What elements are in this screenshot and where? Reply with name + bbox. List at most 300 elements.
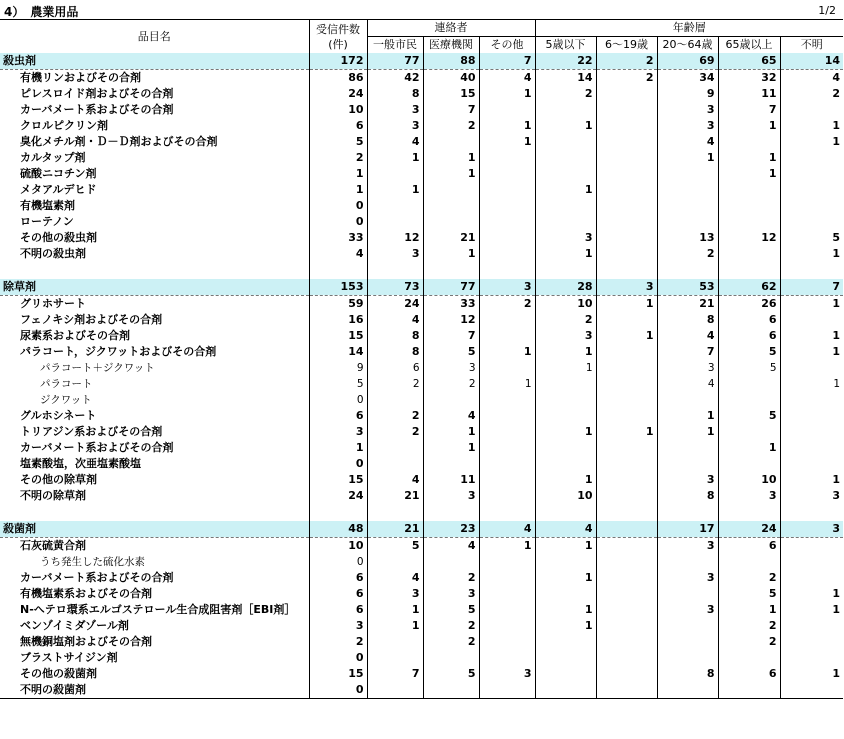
- cell-count: 9: [309, 360, 367, 376]
- cell-age-under5: 1: [535, 118, 596, 134]
- cell-age-65plus: 6: [718, 328, 780, 344]
- cell-age-unknown: [780, 102, 843, 118]
- cell-age-6-19: [596, 182, 657, 198]
- table-row: [0, 102, 843, 118]
- cell-contact-other: [479, 214, 535, 230]
- cell-age-65plus: [718, 376, 780, 392]
- cell-age-unknown: 1: [780, 602, 843, 618]
- cell-age-65plus: [718, 198, 780, 214]
- cell-contact-medical: 12: [423, 312, 479, 328]
- cell-age-20-64: [657, 214, 718, 230]
- cell-contact-public: 1: [367, 602, 423, 618]
- cell-age-65plus: 2: [718, 618, 780, 634]
- cell-age-6-19: 2: [596, 53, 657, 70]
- cell-age-6-19: [596, 344, 657, 360]
- row-label: 塩素酸塩，次亜塩素酸塩: [20, 457, 141, 470]
- cell-age-20-64: [657, 682, 718, 699]
- cell-contact-public: [367, 166, 423, 182]
- cell-contact-other: 1: [479, 344, 535, 360]
- cell-count: 5: [309, 134, 367, 150]
- cell-age-under5: [535, 554, 596, 570]
- cell-age-65plus: 6: [718, 312, 780, 328]
- row-label: 無機銅塩剤およびその合剤: [20, 635, 152, 648]
- cell-contact-medical: 4: [423, 538, 479, 555]
- cell-age-6-19: [596, 166, 657, 182]
- row-label: 除草剤: [0, 279, 309, 296]
- cell-age-65plus: 1: [718, 440, 780, 456]
- sub-item-row: [0, 376, 843, 392]
- cell-contact-medical: [423, 650, 479, 666]
- sub-item-row: [0, 554, 843, 570]
- cell-contact-other: [479, 424, 535, 440]
- cell-age-under5: 3: [535, 328, 596, 344]
- cell-contact-public: 24: [367, 296, 423, 313]
- table-row: [0, 246, 843, 262]
- cell-age-20-64: 3: [657, 472, 718, 488]
- cell-age-unknown: [780, 198, 843, 214]
- cell-contact-other: [479, 182, 535, 198]
- cell-count: 10: [309, 102, 367, 118]
- cell-age-6-19: 1: [596, 424, 657, 440]
- row-label: ピレスロイド剤およびその合剤: [20, 87, 174, 100]
- cell-age-under5: [535, 392, 596, 408]
- spacer-cell: [367, 504, 423, 521]
- cell-age-20-64: 1: [657, 408, 718, 424]
- cell-contact-medical: 3: [423, 586, 479, 602]
- cell-contact-other: [479, 554, 535, 570]
- cell-age-unknown: 5: [780, 230, 843, 246]
- cell-count: 15: [309, 472, 367, 488]
- cell-age-65plus: [718, 650, 780, 666]
- header-contact-medical: 医療機関: [423, 37, 479, 54]
- cell-contact-public: 73: [367, 279, 423, 296]
- cell-contact-medical: [423, 134, 479, 150]
- row-label: その他の殺虫剤: [20, 231, 97, 244]
- row-label: 有機リンおよびその合剤: [20, 71, 141, 84]
- table-row: [0, 86, 843, 102]
- cell-count: 0: [309, 650, 367, 666]
- cell-age-under5: 1: [535, 344, 596, 360]
- cell-age-unknown: 1: [780, 586, 843, 602]
- cell-contact-other: [479, 440, 535, 456]
- cell-count: 1: [309, 440, 367, 456]
- table-row: [0, 118, 843, 134]
- cell-count: 86: [309, 70, 367, 87]
- spacer-row: [0, 262, 843, 279]
- cell-age-6-19: [596, 570, 657, 586]
- cell-age-under5: [535, 682, 596, 699]
- cell-contact-other: [479, 198, 535, 214]
- cell-age-20-64: 2: [657, 246, 718, 262]
- cell-count: 153: [309, 279, 367, 296]
- cell-contact-public: 77: [367, 53, 423, 70]
- cell-age-unknown: [780, 166, 843, 182]
- table-row: [0, 70, 843, 87]
- cell-age-unknown: [780, 424, 843, 440]
- cell-contact-public: 4: [367, 134, 423, 150]
- cell-age-6-19: 1: [596, 296, 657, 313]
- cell-age-6-19: [596, 360, 657, 376]
- cell-count: 6: [309, 586, 367, 602]
- cell-age-6-19: 1: [596, 328, 657, 344]
- cell-contact-other: [479, 456, 535, 472]
- table-row: [0, 166, 843, 182]
- cell-age-6-19: [596, 554, 657, 570]
- cell-age-6-19: [596, 440, 657, 456]
- row-label: パラコート＋ジクワット: [40, 362, 155, 374]
- cell-age-6-19: [596, 682, 657, 699]
- cell-contact-other: [479, 360, 535, 376]
- spacer-cell: [423, 504, 479, 521]
- cell-contact-medical: 2: [423, 376, 479, 392]
- table-row: [0, 424, 843, 440]
- cell-contact-medical: [423, 682, 479, 699]
- cell-age-20-64: 1: [657, 150, 718, 166]
- cell-contact-other: [479, 618, 535, 634]
- cell-age-6-19: [596, 650, 657, 666]
- cell-count: 6: [309, 602, 367, 618]
- cell-age-20-64: 34: [657, 70, 718, 87]
- cell-age-65plus: 3: [718, 488, 780, 504]
- cell-count: 0: [309, 554, 367, 570]
- cell-age-6-19: [596, 666, 657, 682]
- cell-age-under5: [535, 586, 596, 602]
- cell-count: 0: [309, 456, 367, 472]
- category-row: [0, 521, 843, 538]
- cell-age-6-19: [596, 456, 657, 472]
- cell-age-20-64: [657, 392, 718, 408]
- cell-contact-medical: 2: [423, 618, 479, 634]
- cell-age-under5: 1: [535, 538, 596, 555]
- cell-age-65plus: 5: [718, 360, 780, 376]
- cell-age-20-64: 3: [657, 538, 718, 555]
- cell-count: 6: [309, 570, 367, 586]
- cell-age-unknown: [780, 408, 843, 424]
- table-row: [0, 230, 843, 246]
- cell-contact-other: [479, 166, 535, 182]
- cell-age-65plus: 1: [718, 150, 780, 166]
- cell-age-20-64: 3: [657, 118, 718, 134]
- cell-age-under5: [535, 198, 596, 214]
- cell-age-6-19: [596, 521, 657, 538]
- row-label: カーバメート系およびその合剤: [20, 571, 174, 584]
- cell-age-unknown: 3: [780, 521, 843, 538]
- cell-age-6-19: [596, 214, 657, 230]
- table-row: [0, 472, 843, 488]
- cell-contact-medical: [423, 456, 479, 472]
- cell-age-20-64: 3: [657, 360, 718, 376]
- cell-count: 0: [309, 682, 367, 699]
- cell-age-unknown: [780, 682, 843, 699]
- cell-count: 0: [309, 214, 367, 230]
- spacer-cell: [479, 504, 535, 521]
- cell-contact-other: [479, 102, 535, 118]
- cell-count: 0: [309, 198, 367, 214]
- header-count-line1: 受信件数: [316, 22, 360, 36]
- cell-age-under5: 28: [535, 279, 596, 296]
- cell-age-20-64: [657, 456, 718, 472]
- cell-age-under5: [535, 134, 596, 150]
- cell-contact-medical: 2: [423, 118, 479, 134]
- cell-age-65plus: 6: [718, 538, 780, 555]
- cell-contact-other: [479, 408, 535, 424]
- cell-age-unknown: 14: [780, 53, 843, 70]
- cell-count: 10: [309, 538, 367, 555]
- cell-age-under5: [535, 408, 596, 424]
- row-label: グリホサート: [20, 297, 86, 310]
- cell-age-unknown: [780, 360, 843, 376]
- header-contact: 連絡者: [367, 20, 535, 37]
- table-row: [0, 456, 843, 472]
- cell-age-under5: [535, 150, 596, 166]
- cell-contact-medical: 88: [423, 53, 479, 70]
- row-label: ベンゾイミダゾール剤: [20, 619, 129, 632]
- cell-age-unknown: [780, 634, 843, 650]
- cell-age-65plus: 1: [718, 602, 780, 618]
- table-row: [0, 682, 843, 699]
- header-contact-other: その他: [479, 37, 535, 54]
- cell-count: 15: [309, 328, 367, 344]
- cell-contact-medical: 7: [423, 328, 479, 344]
- cell-contact-other: [479, 230, 535, 246]
- cell-count: 172: [309, 53, 367, 70]
- cell-contact-public: [367, 554, 423, 570]
- header-age-under5: 5歳以下: [535, 37, 596, 54]
- cell-count: 15: [309, 666, 367, 682]
- spacer-cell: [718, 262, 780, 279]
- cell-contact-medical: 7: [423, 102, 479, 118]
- cell-age-under5: 10: [535, 488, 596, 504]
- cell-count: 1: [309, 166, 367, 182]
- cell-age-65plus: 5: [718, 586, 780, 602]
- cell-contact-medical: 1: [423, 246, 479, 262]
- cell-age-65plus: 5: [718, 344, 780, 360]
- cell-age-65plus: [718, 682, 780, 699]
- spacer-cell: [718, 504, 780, 521]
- cell-age-unknown: 3: [780, 488, 843, 504]
- cell-age-65plus: 26: [718, 296, 780, 313]
- cell-count: 2: [309, 634, 367, 650]
- cell-contact-public: [367, 440, 423, 456]
- table-row: [0, 618, 843, 634]
- cell-age-6-19: [596, 618, 657, 634]
- row-label: パラコート: [40, 378, 93, 390]
- cell-contact-medical: [423, 392, 479, 408]
- cell-age-unknown: [780, 554, 843, 570]
- spacer-cell: [367, 262, 423, 279]
- cell-age-unknown: 1: [780, 328, 843, 344]
- cell-contact-medical: 1: [423, 166, 479, 182]
- cell-contact-medical: [423, 198, 479, 214]
- cell-age-20-64: [657, 618, 718, 634]
- cell-age-unknown: [780, 570, 843, 586]
- cell-count: 1: [309, 182, 367, 198]
- cell-age-under5: 10: [535, 296, 596, 313]
- cell-age-6-19: [596, 118, 657, 134]
- cell-age-under5: [535, 214, 596, 230]
- row-label: メタアルデヒド: [20, 183, 97, 196]
- row-label: ローテノン: [20, 215, 74, 228]
- cell-contact-other: [479, 392, 535, 408]
- cell-contact-medical: [423, 214, 479, 230]
- cell-age-20-64: [657, 166, 718, 182]
- cell-age-65plus: 6: [718, 666, 780, 682]
- cell-age-unknown: 1: [780, 118, 843, 134]
- table-row: [0, 214, 843, 230]
- cell-age-6-19: [596, 86, 657, 102]
- cell-count: 6: [309, 118, 367, 134]
- cell-age-under5: [535, 102, 596, 118]
- spacer-cell: [535, 504, 596, 521]
- row-label: 石灰硫黄合剤: [20, 539, 86, 552]
- cell-contact-other: 1: [479, 118, 535, 134]
- cell-contact-public: 3: [367, 586, 423, 602]
- cell-age-under5: 1: [535, 246, 596, 262]
- cell-contact-public: 4: [367, 472, 423, 488]
- cell-age-unknown: 1: [780, 246, 843, 262]
- page-number: 1/2: [818, 4, 836, 17]
- cell-age-20-64: [657, 586, 718, 602]
- cell-age-6-19: [596, 198, 657, 214]
- cell-age-under5: [535, 650, 596, 666]
- table-row: [0, 296, 843, 313]
- cell-age-20-64: 21: [657, 296, 718, 313]
- cell-contact-public: 2: [367, 408, 423, 424]
- cell-contact-public: 7: [367, 666, 423, 682]
- spacer-cell: [0, 504, 309, 521]
- cell-count: 4: [309, 246, 367, 262]
- cell-age-unknown: 1: [780, 666, 843, 682]
- cell-age-unknown: 2: [780, 86, 843, 102]
- cell-age-unknown: 7: [780, 279, 843, 296]
- cell-count: 6: [309, 408, 367, 424]
- cell-age-65plus: 1: [718, 118, 780, 134]
- row-label: 殺虫剤: [0, 53, 309, 70]
- cell-contact-other: 1: [479, 134, 535, 150]
- cell-age-20-64: 13: [657, 230, 718, 246]
- cell-count: 14: [309, 344, 367, 360]
- table-row: [0, 312, 843, 328]
- row-label: 有機塩素系およびその合剤: [20, 587, 152, 600]
- cell-contact-public: 1: [367, 182, 423, 198]
- cell-contact-other: 4: [479, 70, 535, 87]
- cell-age-65plus: [718, 182, 780, 198]
- table-row: [0, 586, 843, 602]
- cell-contact-public: 1: [367, 618, 423, 634]
- cell-contact-other: [479, 328, 535, 344]
- cell-contact-medical: 23: [423, 521, 479, 538]
- table-row: [0, 650, 843, 666]
- header-age-unknown: 不明: [780, 37, 843, 54]
- cell-contact-public: 3: [367, 102, 423, 118]
- cell-age-unknown: [780, 618, 843, 634]
- cell-age-65plus: 2: [718, 634, 780, 650]
- cell-age-20-64: [657, 650, 718, 666]
- cell-contact-medical: 1: [423, 150, 479, 166]
- header-row-1: [0, 20, 843, 37]
- cell-age-20-64: 3: [657, 602, 718, 618]
- cell-age-under5: [535, 376, 596, 392]
- row-label: 不明の殺虫剤: [20, 247, 86, 260]
- cell-contact-public: 8: [367, 328, 423, 344]
- table-row: [0, 182, 843, 198]
- cell-contact-medical: 15: [423, 86, 479, 102]
- cell-contact-other: 1: [479, 376, 535, 392]
- cell-contact-public: 1: [367, 150, 423, 166]
- spacer-cell: [780, 504, 843, 521]
- cell-age-under5: [535, 666, 596, 682]
- cell-age-under5: 1: [535, 570, 596, 586]
- cell-contact-medical: 3: [423, 360, 479, 376]
- header-count-line2: (件): [328, 37, 348, 51]
- spacer-cell: [479, 262, 535, 279]
- cell-age-unknown: 1: [780, 376, 843, 392]
- cell-age-unknown: [780, 214, 843, 230]
- cell-age-6-19: [596, 602, 657, 618]
- cell-age-20-64: 3: [657, 102, 718, 118]
- cell-age-65plus: 1: [718, 166, 780, 182]
- cell-count: 48: [309, 521, 367, 538]
- cell-age-20-64: 8: [657, 666, 718, 682]
- cell-age-65plus: 5: [718, 408, 780, 424]
- cell-contact-public: 5: [367, 538, 423, 555]
- cell-contact-other: [479, 246, 535, 262]
- cell-count: 33: [309, 230, 367, 246]
- cell-age-unknown: [780, 182, 843, 198]
- spacer-cell: [657, 504, 718, 521]
- cell-age-6-19: [596, 488, 657, 504]
- cell-contact-medical: 1: [423, 440, 479, 456]
- spacer-row: [0, 504, 843, 521]
- spacer-cell: [0, 262, 309, 279]
- spacer-cell: [309, 262, 367, 279]
- spacer-cell: [423, 262, 479, 279]
- cell-contact-public: [367, 634, 423, 650]
- cell-age-under5: [535, 166, 596, 182]
- cell-age-20-64: [657, 634, 718, 650]
- cell-age-20-64: [657, 440, 718, 456]
- cell-age-under5: 1: [535, 602, 596, 618]
- cell-contact-medical: 5: [423, 666, 479, 682]
- table-row: [0, 666, 843, 682]
- cell-age-65plus: [718, 456, 780, 472]
- cell-contact-public: [367, 214, 423, 230]
- cell-contact-public: [367, 392, 423, 408]
- cell-age-20-64: [657, 182, 718, 198]
- cell-contact-public: 42: [367, 70, 423, 87]
- cell-contact-public: [367, 650, 423, 666]
- row-label: 硫酸ニコチン剤: [20, 167, 97, 180]
- category-row: [0, 53, 843, 70]
- cell-age-under5: [535, 634, 596, 650]
- cell-contact-other: 3: [479, 279, 535, 296]
- cell-age-unknown: [780, 312, 843, 328]
- cell-contact-medical: [423, 554, 479, 570]
- spacer-cell: [309, 504, 367, 521]
- cell-age-6-19: 3: [596, 279, 657, 296]
- cell-age-unknown: 1: [780, 134, 843, 150]
- header-age: 年齢層: [535, 20, 843, 37]
- row-label: 臭化メチル剤・Ｄ－Ｄ剤およびその合剤: [20, 135, 218, 148]
- table-row: [0, 634, 843, 650]
- cell-contact-medical: 77: [423, 279, 479, 296]
- cell-age-unknown: 4: [780, 70, 843, 87]
- cell-contact-public: 3: [367, 118, 423, 134]
- table-body: [0, 53, 843, 699]
- cell-age-under5: [535, 456, 596, 472]
- cell-contact-other: 7: [479, 53, 535, 70]
- table-row: [0, 440, 843, 456]
